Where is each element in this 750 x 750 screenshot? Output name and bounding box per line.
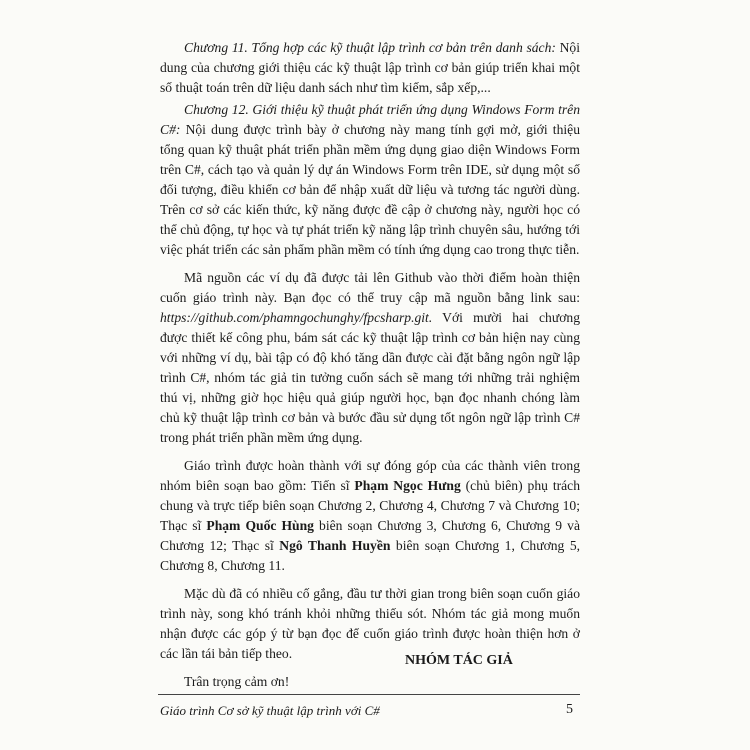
footer-divider — [158, 694, 580, 695]
author-3-name: Ngô Thanh Huyền — [279, 538, 391, 553]
paragraph-apology: Mặc dù đã có nhiều cố gắng, đầu tư thời gian trong biên soạn cuốn giáo trình này, song khó tránh khỏi những thiếu sót. Nhóm tác giả mong muốn nhận được các góp ý từ bạn đọc để cuốn giáo trình được hoàn thiện hơn ở các lần tái bản tiếp theo. — [160, 586, 580, 661]
author-2-role: biên soạn Chương 3, Chương 6, Chương 9 và Chương 12; Thạc sĩ — [160, 518, 580, 553]
paragraph-closing: Trân trọng cảm ơn! — [184, 674, 290, 689]
paragraph-authors — [160, 456, 580, 576]
chapter-11-title: Chương 11. Tổng hợp các kỹ thuật lập trình cơ bản trên danh sách: — [184, 40, 556, 55]
author-1-role: (chủ biên) phụ trách chung và trực tiếp biên soạn Chương 2, Chương 4, Chương 7 và Chương 10; Thạc sĩ — [160, 478, 580, 533]
github-link[interactable]: https://github.com/phamngochunghy/fpcsharp.git. — [160, 310, 433, 325]
footer-book-title: Giáo trình Cơ sở kỹ thuật lập trình với C# — [160, 703, 380, 718]
source-code-intro: Mã nguồn các ví dụ đã được tải lên Github vào thời điểm hoàn thiện cuốn giáo trình này. Bạn đọc có thể truy cập mã nguồn bằng link sau: — [160, 270, 580, 305]
author-3-role: biên soạn Chương 1, Chương 5, Chương 8, Chương 11. — [160, 538, 581, 573]
chapter-11-description: Nội dung của chương giới thiệu các kỹ thuật lập trình cơ bản giúp triển khai một số thuật toán trên dữ liệu danh sách như tìm kiếm, sắp xếp,... — [160, 40, 580, 95]
paragraph-chapter-12 — [160, 100, 580, 260]
authors-intro: Giáo trình được hoàn thành với sự đóng góp của các thành viên trong nhóm biên soạn bao gồm: Tiến sĩ — [160, 458, 580, 493]
authors-signature: NHÓM TÁC GIẢ — [405, 653, 513, 668]
page-number: 5 — [566, 702, 573, 717]
paragraph-source-code — [160, 268, 580, 448]
author-2-name: Phạm Quốc Hùng — [206, 518, 314, 533]
chapter-12-title: Chương 12. Giới thiệu kỹ thuật phát triển ứng dụng Windows Form trên C#: — [160, 102, 580, 137]
author-1-name: Phạm Ngọc Hưng — [354, 478, 461, 493]
page-body — [160, 38, 580, 700]
chapter-12-description: Nội dung được trình bày ở chương này mang tính gợi mở, giới thiệu tổng quan kỹ thuật phát triển phần mềm ứng dụng giao diện Windows Form trên C#, cách tạo và quản lý dự án Windows Form trên IDE, sử dụng một số đối tượng, điều khiển cơ bản để nhập xuất dữ liệu và tương tác người dùng. Trên cơ sở các kiến thức, kỹ năng được đề cập ở chương này, người học có thể chủ động, tự học và tự phát triển kỹ năng lập trình chuyên sâu, hướng tới việc phát triển các sản phẩm phần mềm có tính ứng dụng cao trong thực tiễn. — [160, 122, 580, 257]
paragraph-chapter-11 — [160, 38, 580, 98]
source-code-rest: Với mười hai chương được thiết kế công phu, bám sát các kỹ thuật lập trình cơ bản hiện nay cùng với những ví dụ, bài tập có độ khó tăng dần được cài đặt bằng ngôn ngữ lập trình C#, nhóm tác giả tin tưởng cuốn sách sẽ mang tới những trải nghiệm thú vị, những giờ học hiệu quả giúp người học, bạn đọc nhanh chóng làm chủ kỹ thuật lập trình cơ bản và bước đầu sử dụng tốt ngôn ngữ lập trình C# trong phát triển phần mềm ứng dụng. — [160, 310, 580, 445]
